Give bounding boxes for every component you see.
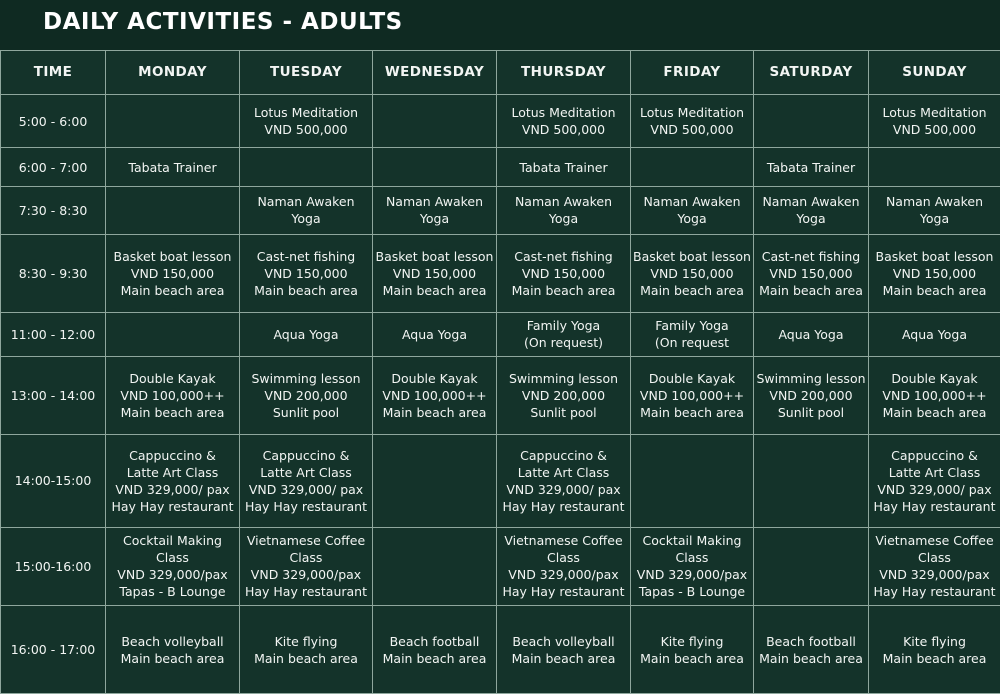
activity-text: Vietnamese Coffee: [246, 533, 366, 549]
time-slot: 6:00 - 7:00: [1, 148, 106, 186]
activity-text: VND 150,000: [264, 265, 348, 281]
activity-text: Beach volleyball: [512, 633, 615, 649]
activity-cell: [497, 95, 631, 148]
activity-text: Swimming lesson: [508, 370, 619, 386]
schedule-body: [1, 95, 1000, 694]
header-row: [1, 51, 1000, 95]
activity-text: VND 200,000: [521, 387, 606, 403]
activity-cell: [869, 434, 1000, 527]
activity-text: VND 150,000: [392, 265, 477, 281]
activity-text: Class: [156, 550, 189, 566]
activity-text: Main beach area: [640, 650, 744, 666]
activity-cell: [869, 606, 1000, 694]
activity-text: Main beach area: [120, 650, 225, 666]
activity-text: Hay Hay restaurant: [111, 498, 234, 514]
activity-text: (On request: [654, 335, 730, 351]
activity-cell: [373, 235, 497, 313]
activity-text: Tabata Trainer: [519, 159, 608, 175]
table-row: [1, 312, 1000, 356]
activity-text: Yoga: [796, 211, 826, 227]
activity-cell: [497, 434, 631, 527]
column-header-sunday: SUNDAY: [869, 51, 1000, 95]
activity-text: Aqua Yoga: [273, 326, 339, 342]
activity-text: VND 150,000: [130, 265, 215, 281]
activity-text: Main beach area: [759, 282, 863, 298]
activity-text: Double Kayak: [129, 370, 216, 386]
activity-cell: [240, 148, 373, 186]
activity-text: Hay Hay restaurant: [873, 498, 996, 514]
activity-cell: [497, 527, 631, 606]
activity-cell: [631, 235, 754, 313]
activity-text: Main beach area: [759, 650, 863, 666]
time-slot: 5:00 - 6:00: [1, 95, 106, 148]
activity-text: VND 500,000: [521, 122, 606, 138]
activity-text: Main beach area: [511, 650, 616, 666]
activity-text: Aqua Yoga: [901, 326, 968, 342]
activity-text: Naman Awaken: [643, 194, 741, 210]
activity-text: Aqua Yoga: [778, 326, 844, 342]
activity-cell: [754, 186, 869, 234]
activity-text: Main beach area: [882, 404, 987, 420]
activity-text: Naman Awaken: [257, 194, 355, 210]
activity-text: Tapas - B Lounge: [638, 584, 746, 600]
activity-text: Latte Art Class: [126, 464, 219, 480]
activity-text: VND 329,000/ pax: [877, 481, 992, 497]
column-header-tuesday: TUESDAY: [240, 51, 373, 95]
activity-text: VND 329,000/pax: [250, 567, 362, 583]
activity-text: Cocktail Making: [123, 533, 222, 549]
activity-text: Kite flying: [903, 633, 966, 649]
activity-cell: [869, 186, 1000, 234]
activity-text: Main beach area: [511, 282, 616, 298]
activity-cell: [106, 312, 240, 356]
activity-cell: [754, 235, 869, 313]
activity-cell: [106, 95, 240, 148]
activity-text: VND 329,000/pax: [879, 567, 990, 583]
activity-text: Main beach area: [120, 404, 225, 420]
activity-text: Double Kayak: [391, 370, 478, 386]
activity-text: Main beach area: [882, 282, 987, 298]
activity-cell: [373, 186, 497, 234]
activity-cell: [497, 148, 631, 186]
activity-text: Cappuccino &: [891, 447, 978, 463]
activity-text: Main beach area: [382, 404, 487, 420]
activity-text: Lotus Meditation: [639, 105, 745, 121]
activity-cell: [373, 95, 497, 148]
activity-cell: [497, 357, 631, 435]
activity-cell: [373, 312, 497, 356]
table-row: [1, 606, 1000, 694]
activity-cell: [240, 357, 373, 435]
table-row: [1, 434, 1000, 527]
activity-cell: [373, 527, 497, 606]
activity-cell: [240, 235, 373, 313]
activity-text: VND 100,000++: [120, 387, 225, 403]
activity-cell: [631, 312, 754, 356]
activity-text: Main beach area: [382, 650, 487, 666]
activity-text: Tabata Trainer: [128, 159, 217, 175]
activity-cell: [106, 357, 240, 435]
activity-cell: [497, 312, 631, 356]
activity-cell: [631, 357, 754, 435]
activity-text: Basket boat lesson: [633, 248, 751, 264]
activity-text: Main beach area: [640, 404, 744, 420]
activity-text: Yoga: [677, 211, 707, 227]
time-slot: 13:00 - 14:00: [1, 357, 106, 435]
activity-cell: [869, 148, 1000, 186]
activity-cell: [373, 434, 497, 527]
schedule-table: [0, 50, 1000, 694]
activity-text: Beach football: [389, 633, 480, 649]
column-header-thursday: THURSDAY: [497, 51, 631, 95]
activity-cell: [754, 95, 869, 148]
activity-text: Kite flying: [274, 633, 338, 649]
column-header-wednesday: WEDNESDAY: [373, 51, 497, 95]
activity-text: Cappuccino &: [262, 447, 350, 463]
activity-cell: [869, 312, 1000, 356]
activity-text: VND 150,000: [521, 265, 606, 281]
column-header-time: TIME: [1, 51, 106, 95]
activity-cell: [631, 186, 754, 234]
activity-text: Yoga: [548, 211, 579, 227]
activity-text: Latte Art Class: [517, 464, 610, 480]
activity-text: Kite flying: [660, 633, 724, 649]
activity-cell: [106, 186, 240, 234]
activity-text: Beach football: [766, 633, 856, 649]
activity-text: VND 200,000: [769, 387, 853, 403]
activity-text: Naman Awaken: [762, 194, 860, 210]
activity-text: VND 500,000: [650, 122, 734, 138]
activity-cell: [869, 527, 1000, 606]
activity-cell: [754, 527, 869, 606]
activity-text: Lotus Meditation: [253, 105, 359, 121]
activity-text: Lotus Meditation: [511, 105, 616, 121]
activity-cell: [240, 434, 373, 527]
activity-text: Family Yoga: [655, 318, 729, 334]
activity-text: VND 150,000: [769, 265, 853, 281]
activity-cell: [754, 357, 869, 435]
activity-cell: [869, 235, 1000, 313]
activity-text: Class: [675, 550, 709, 566]
table-row: [1, 95, 1000, 148]
activity-text: Sunlit pool: [272, 404, 340, 420]
time-slot: 8:30 - 9:30: [1, 235, 106, 313]
activity-cell: [373, 148, 497, 186]
activity-cell: [631, 527, 754, 606]
activity-text: Cocktail Making: [642, 533, 742, 549]
activity-text: Double Kayak: [891, 370, 978, 386]
activity-text: Hay Hay restaurant: [244, 498, 368, 514]
table-row: [1, 235, 1000, 313]
activity-cell: [106, 606, 240, 694]
time-slot: 7:30 - 8:30: [1, 186, 106, 234]
activity-cell: [106, 148, 240, 186]
activity-text: Hay Hay restaurant: [502, 584, 625, 600]
activity-text: Beach volleyball: [121, 633, 224, 649]
activity-cell: [631, 606, 754, 694]
activity-text: Basket boat lesson: [113, 248, 232, 264]
activity-text: Cast-net fishing: [514, 248, 613, 264]
activity-cell: [497, 235, 631, 313]
activity-text: VND 100,000++: [382, 387, 487, 403]
activity-text: Sunlit pool: [777, 404, 845, 420]
activity-text: VND 329,000/pax: [117, 567, 228, 583]
activity-text: Cast-net fishing: [256, 248, 356, 264]
activity-text: Family Yoga: [526, 318, 601, 334]
column-header-monday: MONDAY: [106, 51, 240, 95]
activity-text: VND 500,000: [892, 122, 977, 138]
table-row: [1, 186, 1000, 234]
activity-text: Class: [918, 550, 951, 566]
activity-text: Tapas - B Lounge: [119, 584, 226, 600]
activity-cell: [631, 95, 754, 148]
activity-text: Hay Hay restaurant: [873, 584, 996, 600]
time-slot: 16:00 - 17:00: [1, 606, 106, 694]
activity-cell: [497, 606, 631, 694]
activity-text: Tabata Trainer: [766, 159, 856, 175]
activity-text: Cast-net fishing: [761, 248, 861, 264]
activity-cell: [869, 95, 1000, 148]
column-header-friday: FRIDAY: [631, 51, 754, 95]
activity-text: Latte Art Class: [888, 464, 981, 480]
activity-text: VND 329,000/ pax: [506, 481, 621, 497]
activity-cell: [106, 527, 240, 606]
title-bar: [0, 0, 1000, 50]
activity-text: VND 500,000: [264, 122, 348, 138]
activity-text: Lotus Meditation: [882, 105, 987, 121]
activity-text: Swimming lesson: [251, 370, 361, 386]
activity-cell: [240, 186, 373, 234]
activity-text: Vietnamese Coffee: [504, 533, 623, 549]
time-slot: 15:00-16:00: [1, 527, 106, 606]
activity-text: Main beach area: [120, 282, 225, 298]
activity-text: Basket boat lesson: [375, 248, 494, 264]
activity-text: Main beach area: [382, 282, 487, 298]
activity-text: VND 329,000/pax: [636, 567, 748, 583]
time-slot: 11:00 - 12:00: [1, 312, 106, 356]
activity-cell: [240, 95, 373, 148]
activity-text: Main beach area: [882, 650, 987, 666]
activity-text: VND 100,000++: [882, 387, 987, 403]
activity-cell: [373, 606, 497, 694]
time-slot: 14:00-15:00: [1, 434, 106, 527]
activity-text: Vietnamese Coffee: [875, 533, 994, 549]
activity-text: Yoga: [919, 211, 950, 227]
activity-text: VND 200,000: [264, 387, 348, 403]
activity-cell: [106, 235, 240, 313]
activity-cell: [373, 357, 497, 435]
activity-cell: [869, 357, 1000, 435]
activity-text: Main beach area: [640, 282, 744, 298]
activity-text: Main beach area: [254, 282, 358, 298]
activity-text: Naman Awaken: [385, 194, 484, 210]
activity-text: (On request): [523, 335, 603, 351]
activity-text: Hay Hay restaurant: [244, 584, 368, 600]
activity-cell: [240, 527, 373, 606]
activity-cell: [754, 312, 869, 356]
activity-text: VND 100,000++: [639, 387, 745, 403]
activity-text: Cappuccino &: [520, 447, 607, 463]
page-title: DAILY ACTIVITIES - ADULTS: [43, 9, 403, 35]
activity-text: VND 150,000: [892, 265, 977, 281]
activity-text: Naman Awaken: [514, 194, 613, 210]
activity-cell: [106, 434, 240, 527]
column-header-saturday: SATURDAY: [754, 51, 869, 95]
activity-text: VND 329,000/ pax: [248, 481, 364, 497]
activity-text: Yoga: [419, 211, 450, 227]
activity-cell: [754, 606, 869, 694]
activity-cell: [754, 434, 869, 527]
activity-text: Hay Hay restaurant: [502, 498, 625, 514]
activity-text: Class: [289, 550, 323, 566]
activity-cell: [240, 312, 373, 356]
activity-cell: [754, 148, 869, 186]
activity-text: VND 150,000: [650, 265, 734, 281]
activity-text: Latte Art Class: [260, 464, 352, 480]
activity-text: VND 329,000/ pax: [115, 481, 230, 497]
activity-cell: [631, 434, 754, 527]
activity-text: Basket boat lesson: [875, 248, 994, 264]
activity-cell: [631, 148, 754, 186]
activity-text: Class: [547, 550, 580, 566]
activity-text: Main beach area: [254, 650, 358, 666]
activity-text: Swimming lesson: [756, 370, 866, 386]
table-row: [1, 148, 1000, 186]
activity-text: Double Kayak: [648, 370, 736, 386]
activity-text: Naman Awaken: [885, 194, 984, 210]
activity-cell: [497, 186, 631, 234]
activity-text: Yoga: [291, 211, 321, 227]
table-row: [1, 357, 1000, 435]
activity-text: Sunlit pool: [530, 404, 597, 420]
activity-text: VND 329,000/pax: [508, 567, 619, 583]
activity-cell: [240, 606, 373, 694]
table-row: [1, 527, 1000, 606]
activity-text: Aqua Yoga: [401, 326, 468, 342]
activity-text: Cappuccino &: [129, 447, 216, 463]
